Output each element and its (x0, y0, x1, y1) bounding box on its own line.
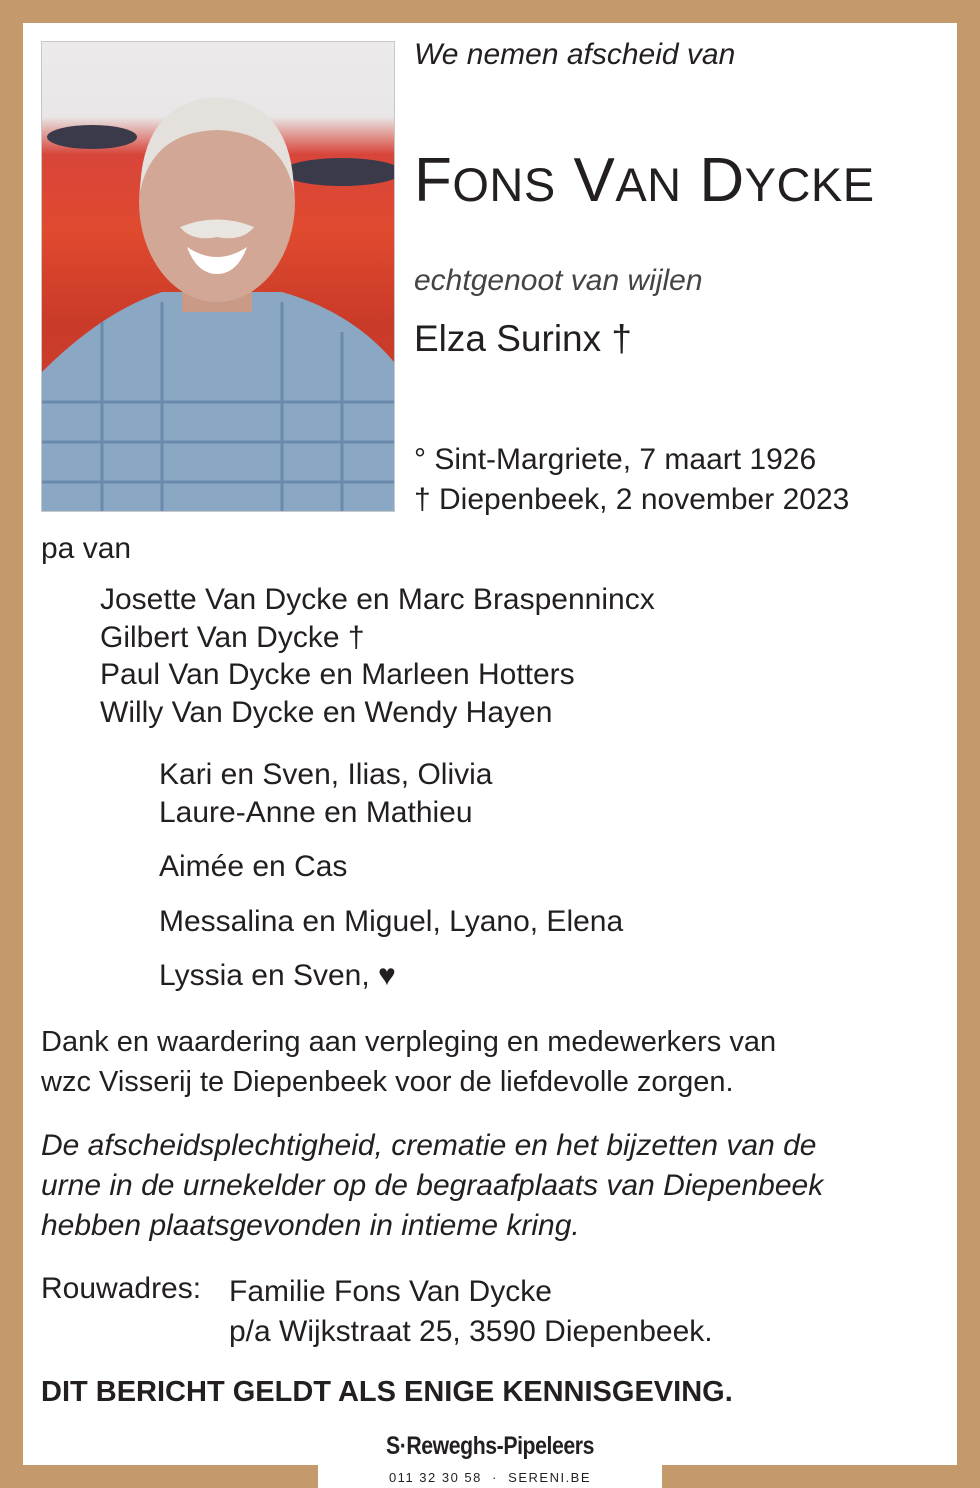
funeral-home-contact: 011 32 30 58 · SERENI.BE (388, 1470, 592, 1485)
name-initial: F (414, 146, 453, 215)
spouse-name: Elza Surinx † (414, 318, 632, 359)
thanks-line: wzc Visserij te Diepenbeek voor de liefdevolle zorgen. (41, 1066, 734, 1098)
child-item: Josette Van Dycke en Marc Braspennincx (100, 583, 655, 616)
grandchild-item: Laure-Anne en Mathieu (159, 795, 473, 829)
notice-text: DIT BERICHT GELDT ALS ENIGE KENNISGEVING. (41, 1376, 733, 1408)
child-item: Willy Van Dycke en Wendy Hayen (100, 695, 553, 729)
deceased-name (414, 145, 875, 216)
grandchild-item: Messalina en Miguel, Lyano, Elena (159, 904, 624, 938)
intro-text: We nemen afscheid van (414, 38, 736, 71)
child-item: Gilbert Van Dycke † (100, 620, 365, 654)
ceremony-line: hebben plaatsgevonden in intieme kring. (41, 1209, 580, 1242)
child-item: Paul Van Dycke en Marleen Hotters (100, 658, 575, 691)
spouse-intro: echtgenoot van wijlen (414, 264, 703, 297)
name-initial: V (573, 146, 616, 215)
death-info: † Diepenbeek, 2 november 2023 (414, 483, 850, 516)
address-label: Rouwadres: (41, 1272, 202, 1305)
address (229, 1272, 713, 1352)
funeral-home-logo: S·Reweghs-Pipeleers (385, 1432, 595, 1460)
portrait-photo (41, 41, 395, 512)
grandchild-item: Aimée en Cas (159, 850, 348, 883)
name-rest: ONS (452, 158, 556, 211)
address-line: Familie Fons Van Dycke (229, 1275, 552, 1308)
name-rest: AN (615, 158, 682, 211)
grandchild-item: Lyssia en Sven, ♥ (159, 959, 396, 992)
address-line: p/a Wijkstraat 25, 3590 Diepenbeek. (229, 1315, 713, 1348)
thanks-line: Dank en waardering aan verpleging en medewerkers van (41, 1026, 777, 1058)
ceremony-line: urne in de urnekelder op de begraafplaats van Diepenbeek (41, 1169, 824, 1202)
grandchildren-list (159, 756, 623, 995)
name-rest: YCKE (744, 158, 875, 211)
ceremony-line: De afscheidsplechtigheid, crematie en het bijzetten van de (41, 1129, 817, 1162)
ceremony-text (41, 1126, 823, 1246)
thanks-text (41, 1022, 776, 1102)
portrait-illustration (42, 42, 394, 511)
children-intro: pa van (41, 532, 132, 565)
birth-info: ° Sint-Margriete, 7 maart 1926 (414, 443, 817, 476)
children-list (100, 581, 655, 731)
grandchild-item: Kari en Sven, Ilias, Olivia (159, 758, 493, 791)
name-initial: D (699, 146, 745, 215)
